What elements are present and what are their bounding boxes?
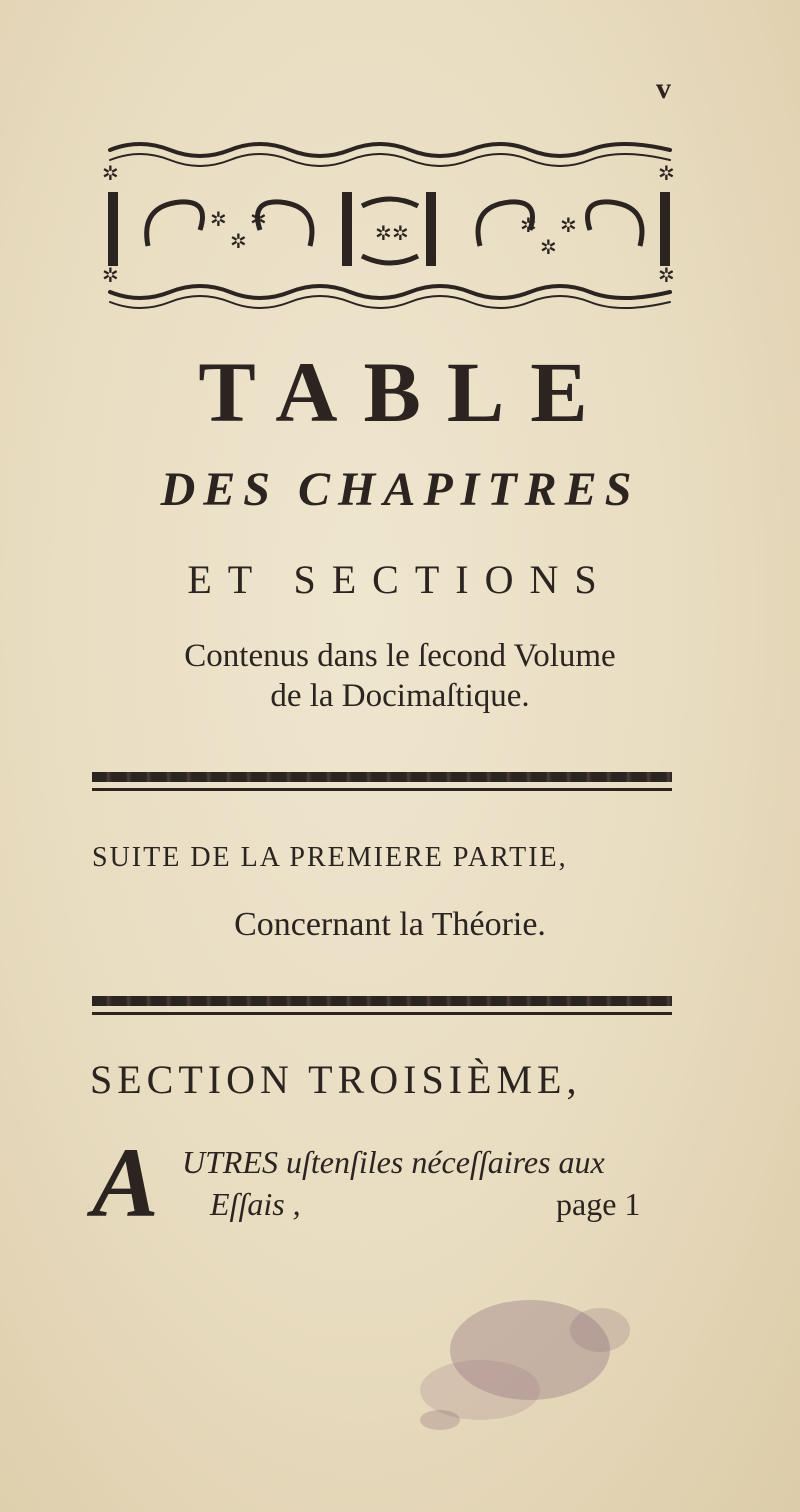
decorative-headpiece	[100, 136, 680, 316]
svg-text:✲: ✲	[540, 235, 557, 259]
svg-text:✲: ✲	[210, 207, 227, 231]
svg-text:✲: ✲	[392, 221, 409, 245]
page-subtitle-secondary: ET SECTIONS	[187, 557, 613, 602]
svg-text:✲: ✲	[250, 207, 267, 231]
svg-text:✲: ✲	[375, 221, 392, 245]
entry-text-line: Eſſais ,	[210, 1186, 301, 1222]
svg-text:✲: ✲	[658, 161, 675, 185]
part-subheading: Concernant la Théorie.	[234, 906, 546, 943]
drop-cap: A	[92, 1127, 159, 1238]
entry-text-line: UTRES uſtenſiles néceſſaires aux	[182, 1144, 605, 1180]
svg-text:✲: ✲	[658, 263, 675, 287]
description-line: de la Docimaſtique.	[270, 678, 530, 714]
divider-rule	[92, 772, 672, 791]
divider-rule	[92, 996, 672, 1015]
page-folio: v	[656, 72, 671, 105]
entry-page-reference: page 1	[556, 1186, 641, 1222]
toc-entry	[92, 1127, 692, 1238]
page-subtitle: DES CHAPITRES	[160, 463, 640, 516]
part-heading: SUITE DE LA PREMIERE PARTIE,	[92, 842, 568, 873]
section-heading: SECTION TROISIÈME,	[90, 1057, 582, 1102]
paper-stain	[380, 1270, 680, 1450]
svg-text:✲: ✲	[102, 161, 119, 185]
svg-text:✲: ✲	[102, 263, 119, 287]
description-line: Contenus dans le ſecond Volume	[184, 638, 616, 674]
svg-text:✲: ✲	[230, 229, 247, 253]
volume-description	[60, 636, 740, 716]
svg-text:✲: ✲	[520, 213, 537, 237]
svg-text:✲: ✲	[560, 213, 577, 237]
page-title: TABLE	[198, 344, 614, 440]
